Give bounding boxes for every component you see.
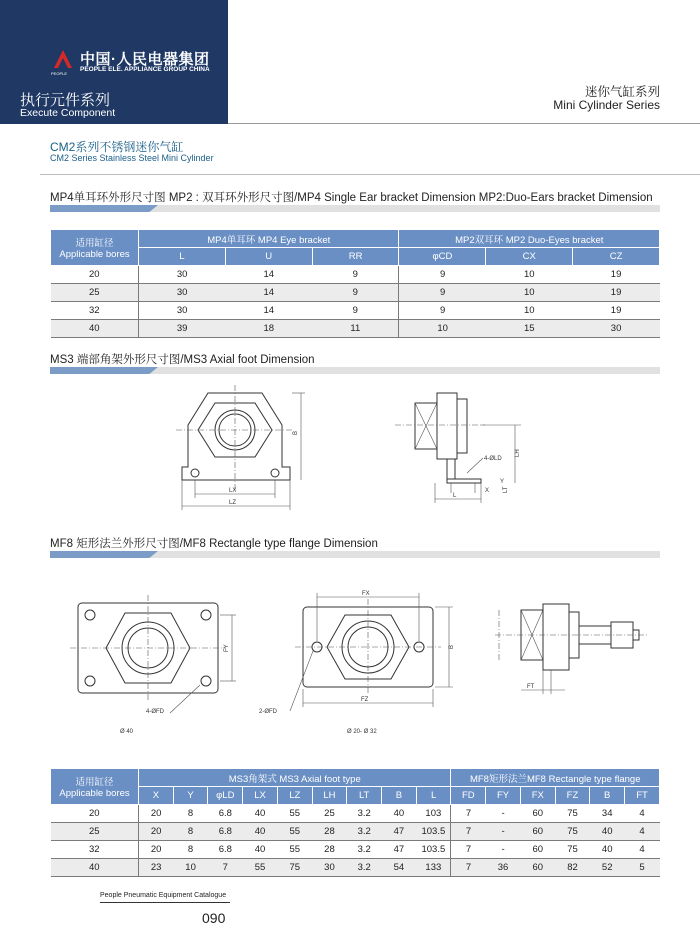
col-header: φCD	[399, 248, 486, 266]
table-cell: 5	[625, 859, 660, 877]
table-cell: 103.5	[416, 823, 451, 841]
table-cell: 75	[277, 859, 312, 877]
table-cell: 20	[139, 805, 174, 823]
dim-2-fd: 2-ØFD	[259, 709, 277, 715]
table-cell: 20	[139, 841, 174, 859]
table-cell: 4	[625, 841, 660, 859]
table-cell: 75	[555, 823, 590, 841]
table-cell: 34	[590, 805, 625, 823]
col-header: RR	[312, 248, 399, 266]
series-title-en: Mini Cylinder Series	[553, 98, 660, 112]
table-cell: -	[486, 805, 521, 823]
col-header: φLD	[208, 787, 243, 805]
table-cell: 19	[573, 302, 660, 320]
table-cell: 7	[451, 805, 486, 823]
table-cell: 25	[312, 805, 347, 823]
table-cell: 55	[277, 823, 312, 841]
dim-b: B	[293, 430, 299, 435]
table-cell: 9	[399, 266, 486, 284]
flange-40-drawing	[70, 595, 245, 745]
bore-40-label: Ø 40	[120, 729, 134, 735]
table-cell: 47	[382, 823, 417, 841]
table-cell: 9	[312, 302, 399, 320]
dim-b-flange: B	[449, 644, 455, 649]
mp4-group-header: MP4单耳环 MP4 Eye bracket	[139, 230, 399, 248]
col-header: L	[416, 787, 451, 805]
table-row	[51, 823, 660, 841]
table-cell: 32	[51, 841, 139, 859]
table-cell: 20	[51, 266, 139, 284]
table-cell: 60	[520, 859, 555, 877]
table-cell: 47	[382, 841, 417, 859]
series-title-cn: 迷你气缸系列	[584, 85, 660, 99]
section1-bar	[50, 205, 660, 212]
table-cell: 39	[139, 320, 226, 338]
table-cell: 10	[399, 320, 486, 338]
table-cell: 30	[139, 284, 226, 302]
col-header: FY	[486, 787, 521, 805]
dim-x: X	[485, 488, 490, 494]
table-cell: 19	[573, 266, 660, 284]
col-header: B	[590, 787, 625, 805]
header-banner	[0, 0, 228, 124]
page-number: 090	[202, 910, 226, 926]
table-cell: 25	[51, 823, 139, 841]
footer-catalogue: People Pneumatic Equipment Catalogue	[100, 892, 227, 899]
section3-bar	[50, 551, 660, 558]
dim-lt: LT	[503, 486, 509, 493]
logo-small-text: PEOPLE	[51, 71, 68, 76]
table-cell: 11	[312, 320, 399, 338]
table-row	[51, 284, 660, 302]
company-logo-icon	[52, 48, 74, 70]
table-cell: 6.8	[208, 805, 243, 823]
table-cell: 6.8	[208, 841, 243, 859]
col-header: FX	[520, 787, 555, 805]
section2-title: MS3 端部角架外形尺寸图/MS3 Axial foot Dimension	[50, 354, 315, 366]
table-cell: 55	[277, 805, 312, 823]
table-cell: 8	[173, 841, 208, 859]
table-cell: 10	[486, 284, 573, 302]
table-cell: -	[486, 841, 521, 859]
dim-4-ld: 4-ØLD	[484, 456, 502, 462]
table-cell: 23	[139, 859, 174, 877]
table-cell: 103	[416, 805, 451, 823]
table-cell: 40	[243, 823, 278, 841]
table-cell: 14	[225, 302, 312, 320]
table-cell: 30	[139, 302, 226, 320]
table-cell: 75	[555, 841, 590, 859]
col-header: X	[139, 787, 174, 805]
table-cell: 7	[451, 841, 486, 859]
table-row	[51, 859, 660, 877]
table-cell: 14	[225, 284, 312, 302]
section-title-cn: 执行元件系列	[20, 92, 111, 109]
dim-lx: LX	[229, 488, 237, 494]
col-header: LT	[347, 787, 382, 805]
table-cell: 133	[416, 859, 451, 877]
table-cell: 60	[520, 805, 555, 823]
table-row	[51, 266, 660, 284]
table-cell: 30	[312, 859, 347, 877]
table-cell: 75	[555, 805, 590, 823]
table-cell: 9	[399, 302, 486, 320]
table-cell: 52	[590, 859, 625, 877]
flange-20-32-drawing	[255, 585, 470, 740]
table-cell: 32	[51, 302, 139, 320]
product-subtitle-cn: CM2系列不锈钢迷你气缸	[50, 140, 184, 154]
table-cell: 7	[451, 859, 486, 877]
table-cell: 4	[625, 823, 660, 841]
table-row	[51, 302, 660, 320]
subtitle-rule	[40, 174, 700, 175]
dim-4-fd: 4-ØFD	[146, 709, 164, 715]
table-cell: 10	[486, 302, 573, 320]
table-cell: 3.2	[347, 841, 382, 859]
col-header: L	[139, 248, 226, 266]
table-cell: 3.2	[347, 859, 382, 877]
table-cell: 7	[208, 859, 243, 877]
table-cell: 25	[51, 284, 139, 302]
table-row	[51, 320, 660, 338]
section3-title: MF8 矩形法兰外形尺寸图/MF8 Rectangle type flange Dimension	[50, 538, 378, 550]
table-row	[51, 805, 660, 823]
table-cell: 60	[520, 823, 555, 841]
table-cell: 36	[486, 859, 521, 877]
table-cell: 55	[277, 841, 312, 859]
table-cell: 8	[173, 823, 208, 841]
mp2-group-header: MP2双耳环 MP2 Duo-Eyes bracket	[399, 230, 660, 248]
col-header: FD	[451, 787, 486, 805]
table-cell: 54	[382, 859, 417, 877]
col-header: LH	[312, 787, 347, 805]
company-name-cn: 中国·人民电器集团	[80, 51, 210, 68]
table-cell: 28	[312, 823, 347, 841]
table-cell: 40	[51, 320, 139, 338]
table-cell: 10	[486, 266, 573, 284]
table-cell: 9	[312, 266, 399, 284]
dim-fz: FZ	[361, 697, 369, 703]
section1-title: MP4单耳环外形尺寸图 MP2 : 双耳环外形尺寸图/MP4 Single Ear bracket Dimension MP2:Duo-Ears bracket Dimension	[50, 192, 653, 204]
table-cell: 9	[312, 284, 399, 302]
table-cell: 30	[573, 320, 660, 338]
section2-bar	[50, 367, 660, 374]
table-cell: 40	[382, 805, 417, 823]
table-cell: 40	[590, 823, 625, 841]
table-cell: 9	[399, 284, 486, 302]
ms3-mf8-table	[50, 768, 660, 877]
table-cell: 40	[243, 841, 278, 859]
ms3-group-header: MS3角架式 MS3 Axial foot type	[139, 769, 451, 787]
col-header: LX	[243, 787, 278, 805]
col-header: CX	[486, 248, 573, 266]
table-row	[51, 841, 660, 859]
axial-foot-side-drawing	[395, 385, 535, 505]
table-cell: 8	[173, 805, 208, 823]
bore-header: 适用缸径 Applicable bores	[51, 230, 139, 266]
col-header: LZ	[277, 787, 312, 805]
table-cell: 20	[139, 823, 174, 841]
table-cell: -	[486, 823, 521, 841]
axial-foot-front-drawing	[170, 385, 320, 515]
dim-y: Y	[500, 479, 505, 485]
table-cell: 3.2	[347, 805, 382, 823]
product-subtitle-en: CM2 Series Stainless Steel Mini Cylinder	[50, 153, 214, 163]
col-header: B	[382, 787, 417, 805]
table-cell: 14	[225, 266, 312, 284]
table-cell: 3.2	[347, 823, 382, 841]
table-cell: 15	[486, 320, 573, 338]
table-cell: 40	[590, 841, 625, 859]
table-cell: 55	[243, 859, 278, 877]
col-header: FT	[625, 787, 660, 805]
section-title-en: Execute Component	[20, 107, 116, 119]
bore-header: 适用缸径 Applicable bores	[51, 769, 139, 805]
table-cell: 20	[51, 805, 139, 823]
table-cell: 30	[139, 266, 226, 284]
header-rule	[228, 123, 700, 124]
dim-fx: FX	[362, 591, 370, 597]
table-cell: 6.8	[208, 823, 243, 841]
col-header: U	[225, 248, 312, 266]
table-cell: 60	[520, 841, 555, 859]
dim-lz: LZ	[229, 500, 237, 506]
table-cell: 28	[312, 841, 347, 859]
col-header: CZ	[573, 248, 660, 266]
mf8-group-header: MF8矩形法兰MF8 Rectangle type flange	[451, 769, 660, 787]
mp-bracket-table	[50, 229, 660, 338]
table-cell: 7	[451, 823, 486, 841]
dim-lh: LH	[515, 449, 521, 457]
dim-l: L	[453, 493, 457, 499]
table-cell: 40	[243, 805, 278, 823]
col-header: FZ	[555, 787, 590, 805]
table-cell: 19	[573, 284, 660, 302]
table-cell: 4	[625, 805, 660, 823]
dim-ft: FT	[527, 684, 535, 690]
table-cell: 10	[173, 859, 208, 877]
table-cell: 103.5	[416, 841, 451, 859]
col-header: Y	[173, 787, 208, 805]
flange-side-drawing	[495, 600, 655, 710]
table-cell: 82	[555, 859, 590, 877]
table-cell: 18	[225, 320, 312, 338]
company-name-en: PEOPLE ELE. APPLIANCE GROUP CHINA	[80, 66, 210, 73]
table-cell: 40	[51, 859, 139, 877]
dim-fy: FY	[224, 644, 230, 652]
footer-rule	[100, 902, 230, 903]
bore-20-32-label: Ø 20- Ø 32	[347, 729, 377, 735]
